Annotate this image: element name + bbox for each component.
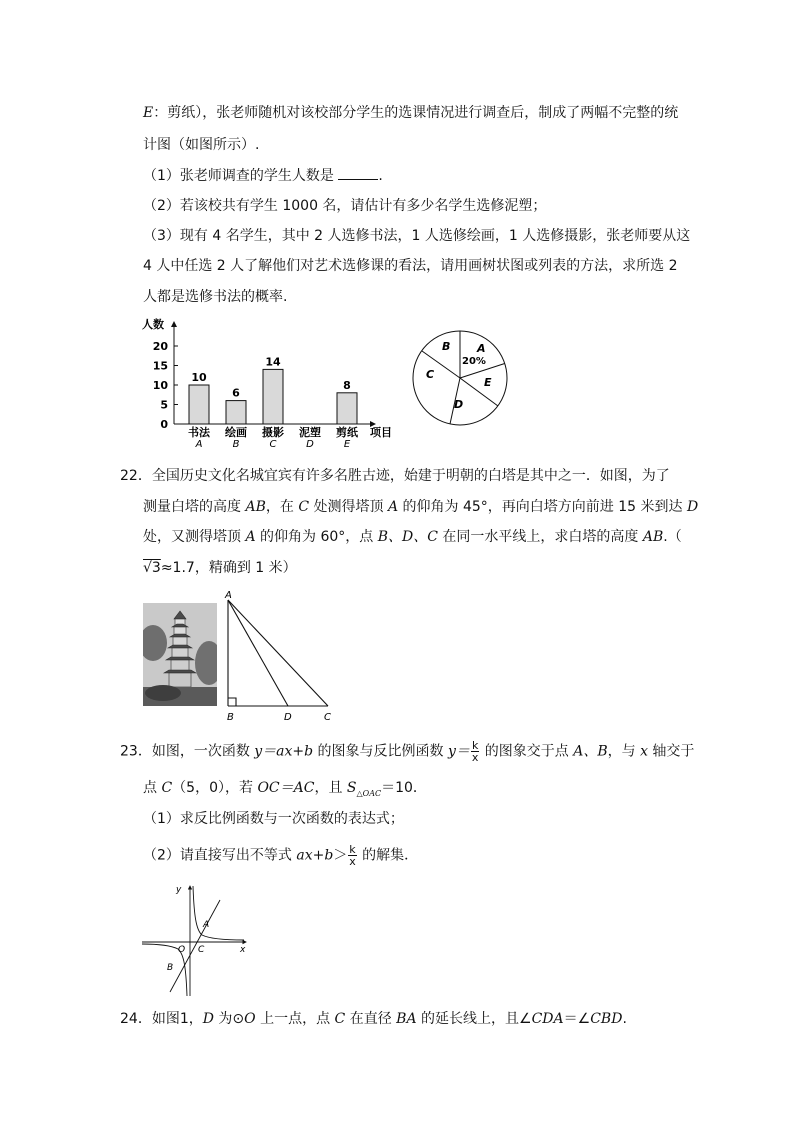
bar-a bbox=[189, 385, 209, 424]
bar-value-label: 6 bbox=[232, 386, 240, 400]
label-x: x bbox=[240, 945, 246, 955]
hyperbola-branch-1 bbox=[193, 886, 244, 940]
text: ≈1.7，精确到 1 米） bbox=[160, 560, 297, 576]
text: 在同一水平线上，求白塔的高度 bbox=[437, 529, 643, 545]
var: C bbox=[298, 499, 310, 515]
var: A bbox=[387, 499, 399, 515]
numerator: k bbox=[471, 739, 479, 752]
var: C bbox=[334, 1011, 346, 1027]
pie-label-c: C bbox=[426, 368, 435, 381]
category-letter: D bbox=[306, 439, 314, 447]
segment-ad bbox=[228, 600, 288, 706]
fraction-k-over-x bbox=[348, 844, 356, 867]
text: 23．如图，一次函数 bbox=[120, 743, 255, 760]
bar-c bbox=[263, 369, 283, 424]
area-subscript: △OAC bbox=[356, 788, 382, 798]
label-b: B bbox=[227, 712, 234, 723]
text: 上一点，点 bbox=[255, 1011, 335, 1027]
area-symbol: S bbox=[346, 780, 357, 796]
label-y: y bbox=[176, 885, 182, 895]
text: 处测得塔顶 bbox=[309, 499, 388, 515]
var: BA bbox=[396, 1011, 417, 1027]
q21-part-2: （2）若该校共有学生 1000 名，请估计有多少名学生选修泥塑； bbox=[143, 198, 547, 214]
q23-part-1: （1）求反比例函数与一次函数的表达式； bbox=[143, 811, 404, 827]
text: . bbox=[378, 168, 383, 184]
var: D bbox=[686, 499, 699, 515]
label-c: C bbox=[198, 945, 205, 955]
var: AB bbox=[642, 529, 664, 545]
text: 测量白塔的高度 bbox=[143, 499, 246, 515]
text: （5，0），若 bbox=[172, 780, 258, 796]
var: AB bbox=[245, 499, 266, 515]
pie-label-d: D bbox=[454, 398, 464, 411]
pie-label-b: B bbox=[442, 340, 451, 353]
text: 轴交于 bbox=[647, 743, 695, 760]
category-label: 泥塑 bbox=[299, 426, 321, 439]
text: .（ bbox=[663, 529, 682, 545]
answer-blank[interactable] bbox=[338, 165, 378, 180]
label-d: D bbox=[284, 712, 292, 723]
pie-label-a: A bbox=[477, 342, 486, 355]
var: x bbox=[640, 743, 648, 760]
q23-line-2 bbox=[143, 778, 427, 804]
text: ，且 bbox=[314, 780, 347, 796]
category-label: 摄影 bbox=[262, 426, 284, 439]
text: 处，又测得塔顶 bbox=[143, 529, 246, 545]
var: D bbox=[202, 1011, 214, 1027]
text: ＝10． bbox=[381, 780, 427, 796]
category-label: 绘画 bbox=[225, 426, 247, 439]
text-e: E bbox=[143, 105, 154, 121]
bar-value-label: 10 bbox=[191, 371, 207, 384]
x-axis-label: 项目 bbox=[370, 426, 392, 439]
pie-label-e: E bbox=[484, 376, 492, 389]
label-o: O bbox=[178, 945, 186, 955]
sqrt-three: √3 bbox=[143, 560, 161, 576]
var: CBD bbox=[590, 1011, 623, 1027]
q22-line-2 bbox=[143, 497, 698, 517]
y-tick-label: 10 bbox=[152, 379, 168, 392]
var: O bbox=[244, 1011, 256, 1027]
bar-b bbox=[226, 401, 246, 424]
bar-e bbox=[337, 393, 357, 424]
var: C bbox=[161, 780, 173, 796]
numerator: k bbox=[349, 843, 356, 856]
q23-part-2 bbox=[143, 844, 418, 867]
text: . bbox=[622, 1011, 627, 1027]
text: 的延长线上，且∠ bbox=[416, 1011, 532, 1027]
text: 的仰角为 60°，点 bbox=[255, 529, 378, 545]
expr: y＝ bbox=[448, 743, 470, 760]
category-letter: B bbox=[232, 439, 240, 447]
text: （1）张老师调查的学生人数是 bbox=[143, 168, 334, 184]
q22-line-1: 22．全国历史文化名城宜宾有许多名胜古迹，始建于明朝的白塔是其中之一．如图，为了 bbox=[120, 468, 670, 484]
q23-line-1 bbox=[120, 740, 694, 763]
text: 24．如图1， bbox=[120, 1011, 203, 1027]
text: 点 bbox=[143, 780, 162, 796]
q21-part-3-line-3: 人都是选修书法的概率. bbox=[143, 289, 288, 305]
text: ：剪纸），张老师随机对该校部分学生的选课情况进行调查后，制成了两幅不完整的统 bbox=[153, 105, 679, 121]
category-letter: E bbox=[343, 439, 351, 447]
text: 的解集． bbox=[357, 847, 419, 864]
q21-line-2: 计图（如图所示）. bbox=[143, 137, 260, 153]
bar-chart bbox=[140, 312, 400, 447]
text: ，与 bbox=[607, 743, 641, 760]
category-label: 剪纸 bbox=[336, 426, 358, 439]
right-angle-mark bbox=[228, 698, 236, 706]
text: ，在 bbox=[265, 499, 299, 515]
text: 为⊙ bbox=[213, 1011, 245, 1027]
expr: ax+b bbox=[296, 847, 334, 864]
y-tick-label: 15 bbox=[152, 359, 168, 373]
q22-line-3 bbox=[143, 527, 682, 547]
q21-part-1 bbox=[143, 165, 383, 186]
white-tower-photo bbox=[143, 603, 217, 706]
label-c: C bbox=[324, 712, 331, 723]
category-letter: A bbox=[195, 439, 203, 447]
q22-line-4 bbox=[143, 558, 297, 578]
var: A bbox=[245, 529, 256, 545]
segment-ac bbox=[228, 600, 328, 706]
label-a: A bbox=[203, 920, 210, 930]
var: A、B bbox=[573, 743, 608, 760]
triangle-figure bbox=[220, 588, 340, 726]
category-label: 书法 bbox=[188, 426, 210, 439]
q21-part-3-line-1: （3）现有 4 名学生，其中 2 人选修书法，1 人选修绘画，1 人选修摄影，张老师要从这 bbox=[143, 228, 691, 244]
q21-part-3-line-2: 4 人中任选 2 人了解他们对艺术选修课的看法，请用画树状图或列表的方法，求所选 2 bbox=[143, 258, 678, 274]
function-graph bbox=[140, 880, 252, 1000]
y-tick-label: 20 bbox=[152, 340, 168, 353]
text: 的图象与反比例函数 bbox=[313, 743, 449, 760]
y-tick-label: 0 bbox=[160, 418, 168, 431]
pie-chart bbox=[408, 326, 512, 430]
text: 的仰角为 45°，再向白塔方向前进 15 米到达 bbox=[398, 499, 687, 515]
text: 在直径 bbox=[345, 1011, 397, 1027]
text: ＝∠ bbox=[563, 1011, 591, 1027]
denominator: x bbox=[349, 855, 356, 868]
expr: y＝ax+b bbox=[254, 743, 314, 760]
y-axis-label: 人数 bbox=[142, 318, 164, 331]
q24-line-1 bbox=[120, 1009, 627, 1029]
text: （2）请直接写出不等式 bbox=[143, 847, 297, 864]
denominator: x bbox=[471, 751, 479, 764]
label-b: B bbox=[167, 963, 174, 973]
text: ＞ bbox=[333, 847, 348, 864]
pie-label-a-percent: 20% bbox=[462, 356, 486, 367]
text: 的图象交于点 bbox=[480, 743, 574, 760]
var: CDA bbox=[531, 1011, 564, 1027]
var: B、D、C bbox=[377, 529, 438, 545]
label-a: A bbox=[225, 590, 232, 601]
fraction-k-over-x bbox=[471, 740, 479, 763]
q21-line-1 bbox=[143, 103, 678, 123]
expr: OC＝AC bbox=[257, 780, 315, 796]
bar-value-label: 8 bbox=[343, 378, 351, 392]
bar-value-label: 14 bbox=[265, 355, 281, 369]
y-tick-label: 5 bbox=[160, 398, 168, 412]
category-letter: C bbox=[269, 439, 277, 447]
